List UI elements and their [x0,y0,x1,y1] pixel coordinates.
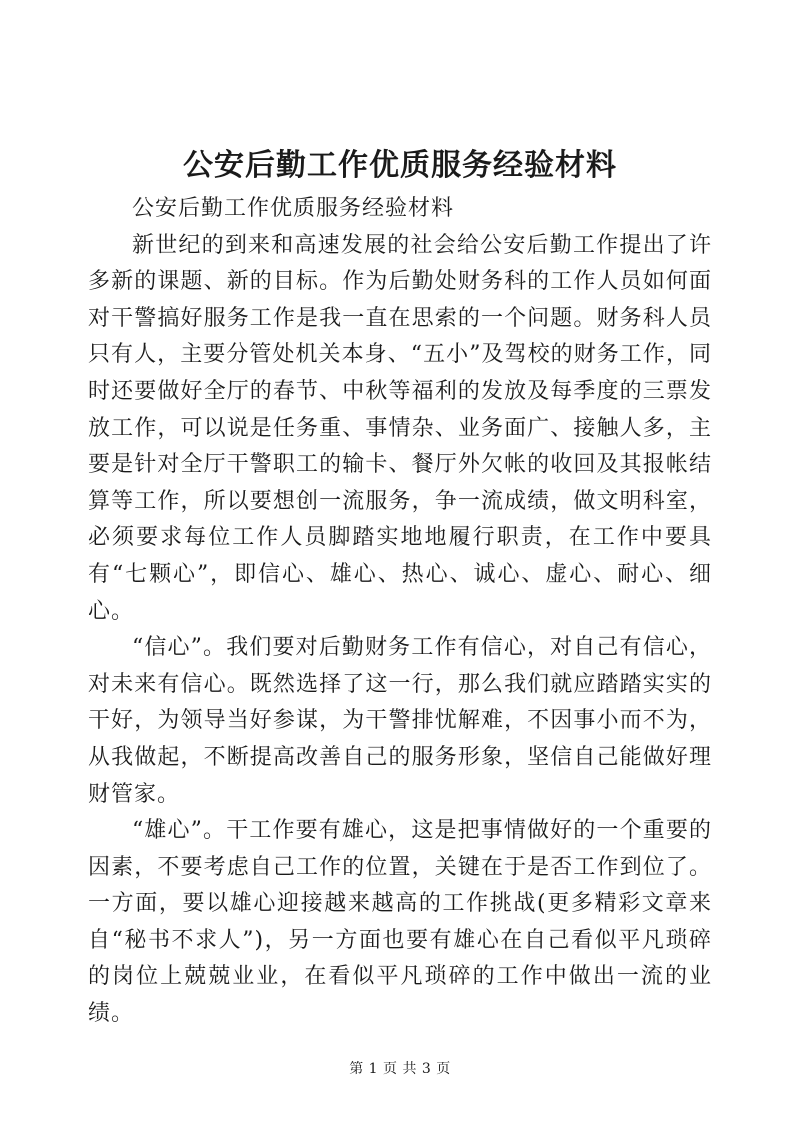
paragraph-intro: 新世纪的到来和高速发展的社会给公安后勤工作提出了许多新的课题、新的目标。作为后勤处财务科的工作人员如何面对干警搞好服务工作是我一直在思索的一个问题。财务科人员只有人，主要分管处机关本身、“五小”及驾校的财务工作，同时还要做好全厅的春节、中秋等福利的发放及每季度的三票发放工作，可以说是任务重、事情杂、业务面广、接触人多，主要是针对全厅干警职工的输卡、餐厅外欠帐的收回及其报帐结算等工作，所以要想创一流服务，争一流成绩，做文明科室，必须要求每位工作人员脚踏实地地履行职责，在工作中要具有“七颗心”，即信心、雄心、热心、诚心、虚心、耐心、细心。 [88,232,712,624]
paragraph-subtitle: 公安后勤工作优质服务经验材料 [132,196,455,221]
document-body [88,191,712,1033]
page-footer: 第 1 页 共 3 页 [349,1061,451,1077]
document-title: 公安后勤工作优质服务经验材料 [183,148,617,183]
paragraph-confidence: “信心”。我们要对后勤财务工作有信心，对自己有信心，对未来有信心。既然选择了这一行，那么我们就应踏踏实实的干好，为领导当好参谋，为干警排忧解难，不因事小而不为，从我做起，不断提高改善自己的服务形象，坚信自己能做好理财管家。 [88,635,712,807]
paragraph-ambition: “雄心”。干工作要有雄心，这是把事情做好的一个重要的因素，不要考虑自己工作的位置，关键在于是否工作到位了。一方面，要以雄心迎接越来越高的工作挑战(更多精彩文章来自“秘书不求人”)，另一方面也要有雄心在自己看似平凡琐碎的岗位上兢兢业业，在看似平凡琐碎的工作中做出一流的业绩。 [88,818,712,1027]
